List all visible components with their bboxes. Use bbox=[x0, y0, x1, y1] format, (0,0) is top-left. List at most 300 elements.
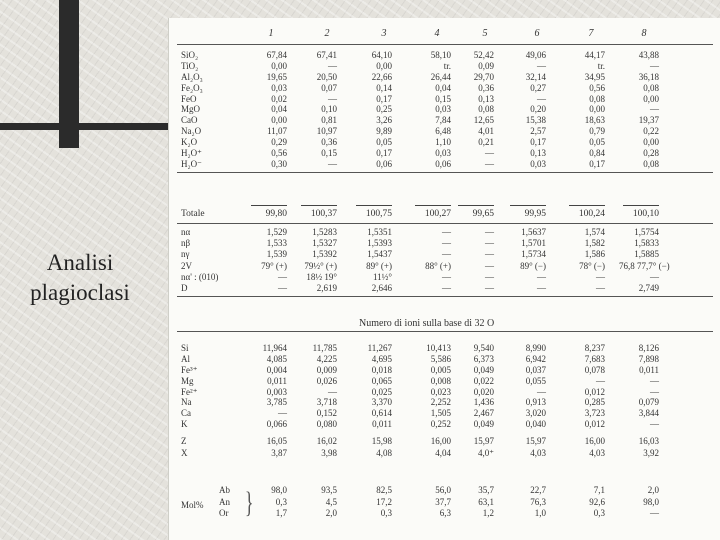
total-underline bbox=[569, 205, 605, 206]
optics-row-label: nγ bbox=[181, 249, 190, 260]
optics-cell: — bbox=[596, 271, 605, 282]
ions-cell: 0,079 bbox=[638, 397, 659, 408]
ions-cell: 8,237 bbox=[584, 343, 605, 353]
sums-row-label: Z bbox=[181, 436, 187, 446]
oxides-row-label: Al₂O₃ bbox=[181, 71, 203, 82]
oxides-cell: 52,42 bbox=[473, 50, 494, 60]
mol-cell: 22,7 bbox=[530, 485, 546, 495]
oxides-rule bbox=[177, 172, 713, 173]
optics-cell: — bbox=[485, 271, 494, 282]
ions-cell: 1,436 bbox=[473, 397, 494, 408]
sums-row-label: X bbox=[181, 447, 188, 458]
mol-cell: 0,3 bbox=[380, 508, 392, 518]
total-cell: 99,65 bbox=[472, 209, 494, 219]
mol-cell: 1,7 bbox=[275, 508, 287, 518]
sums-row bbox=[169, 448, 720, 460]
total-underline bbox=[458, 205, 494, 206]
ions-cell: — bbox=[537, 386, 546, 397]
oxides-cell: 0,15 bbox=[321, 148, 337, 159]
mol-cell: 4,5 bbox=[325, 496, 337, 507]
oxides-cell: 0,17 bbox=[376, 148, 392, 159]
ions-cell: 0,005 bbox=[430, 364, 451, 375]
mol-cell: 93,5 bbox=[321, 485, 337, 495]
sums-cell: 15,97 bbox=[473, 436, 494, 446]
ions-row-label: Na bbox=[181, 397, 192, 408]
oxides-row-label: MgO bbox=[181, 104, 201, 115]
optics-cell: — bbox=[442, 238, 451, 249]
oxides-row-label: K₂O bbox=[181, 137, 198, 148]
ions-cell: 0,080 bbox=[316, 419, 337, 430]
ions-cell: 0,009 bbox=[316, 364, 337, 375]
mol-cell: 56,0 bbox=[435, 485, 451, 495]
ions-cell: 0,049 bbox=[473, 364, 494, 375]
sums-cell: 4,08 bbox=[376, 447, 392, 458]
mol-cell: 2,0 bbox=[325, 508, 337, 518]
optics-cell: 1,5392 bbox=[312, 249, 337, 260]
oxides-row-label: CaO bbox=[181, 115, 198, 126]
ions-cell: 0,055 bbox=[525, 375, 546, 386]
oxides-cell: — bbox=[328, 158, 337, 169]
total-cell: 100,24 bbox=[578, 209, 605, 219]
optics-cell: — bbox=[278, 282, 287, 293]
ions-row bbox=[169, 354, 720, 365]
optics-cell: — bbox=[537, 271, 546, 282]
oxides-cell: 12,65 bbox=[473, 115, 494, 126]
oxides-cell: 0,17 bbox=[530, 137, 546, 148]
ions-cell: 0,012 bbox=[584, 386, 605, 397]
optics-cell: 79° (+) bbox=[261, 260, 287, 271]
oxides-cell: 0,08 bbox=[643, 158, 659, 169]
sums-cell: 16,00 bbox=[430, 436, 451, 446]
optics-cell: — bbox=[442, 282, 451, 293]
oxides-cell: 1,10 bbox=[435, 137, 451, 148]
oxides-cell: 0,22 bbox=[643, 126, 659, 137]
oxides-cell: 29,70 bbox=[473, 71, 494, 82]
oxides-row bbox=[169, 50, 720, 61]
optics-cell: — bbox=[485, 238, 494, 249]
oxides-cell: 7,84 bbox=[435, 115, 451, 126]
ions-row-label: Fe²⁺ bbox=[181, 386, 198, 397]
ions-cell: 4,695 bbox=[371, 353, 392, 364]
optics-cell: 1,539 bbox=[266, 249, 287, 260]
mol-row bbox=[169, 497, 720, 509]
column-header-1: 1 bbox=[268, 28, 274, 39]
oxides-cell: 0,05 bbox=[376, 137, 392, 148]
optics-cell: — bbox=[485, 260, 494, 271]
oxides-cell: — bbox=[328, 60, 337, 71]
ions-title: Numero di ioni sulla base di 32 O bbox=[359, 318, 495, 329]
ions-cell: 0,285 bbox=[584, 397, 605, 408]
optics-cell: 18½ 19° bbox=[306, 271, 337, 282]
total-cell: 100,37 bbox=[310, 209, 337, 219]
slide-title bbox=[6, 248, 154, 308]
ions-cell: 0,022 bbox=[473, 375, 494, 386]
ions-cell: 0,023 bbox=[430, 386, 451, 397]
ions-cell: 0,026 bbox=[316, 375, 337, 386]
ions-row bbox=[169, 387, 720, 398]
optics-row bbox=[169, 261, 720, 272]
oxides-cell: 0,36 bbox=[321, 137, 337, 148]
oxides-cell: 0,81 bbox=[321, 115, 337, 126]
optics-cell: 2,646 bbox=[371, 282, 392, 293]
ions-cell: — bbox=[650, 375, 659, 386]
oxides-cell: 0,04 bbox=[435, 82, 451, 93]
slide-title-line2: plagioclasi bbox=[30, 280, 130, 305]
oxides-cell: 49,06 bbox=[525, 50, 546, 60]
ions-cell: 7,683 bbox=[584, 353, 605, 364]
oxides-cell: 67,41 bbox=[316, 50, 337, 60]
oxides-cell: 0,03 bbox=[435, 104, 451, 115]
optics-cell: — bbox=[596, 282, 605, 293]
ions-cell: 6,942 bbox=[525, 353, 546, 364]
optics-rule bbox=[177, 296, 713, 297]
ions-cell: — bbox=[650, 419, 659, 430]
oxides-row-label: SiO₂ bbox=[181, 50, 199, 60]
oxides-cell: 0,56 bbox=[271, 148, 287, 159]
optics-cell: 89° (+) bbox=[366, 260, 392, 271]
oxides-cell: 0,84 bbox=[589, 148, 605, 159]
optics-row bbox=[169, 238, 720, 249]
optics-cell: — bbox=[485, 227, 494, 237]
oxides-cell: 0,10 bbox=[321, 104, 337, 115]
oxides-row bbox=[169, 148, 720, 159]
header-rule bbox=[177, 44, 713, 45]
oxides-cell: 0,00 bbox=[589, 104, 605, 115]
oxides-cell: 0,25 bbox=[376, 104, 392, 115]
optics-cell: 1,586 bbox=[584, 249, 605, 260]
optics-cell: 11½° bbox=[372, 271, 392, 282]
oxides-cell: 0,08 bbox=[589, 93, 605, 104]
oxides-cell: 36,18 bbox=[638, 71, 659, 82]
ions-cell: 3,785 bbox=[266, 397, 287, 408]
mol-row bbox=[169, 485, 720, 497]
oxides-cell: 0,36 bbox=[478, 82, 494, 93]
optics-cell: 1,5351 bbox=[367, 227, 392, 237]
oxides-cell: 0,00 bbox=[643, 137, 659, 148]
ions-cell: 0,040 bbox=[525, 419, 546, 430]
oxides-cell: 0,00 bbox=[271, 115, 287, 126]
total-cell: 99,95 bbox=[524, 209, 546, 219]
oxides-row-label: FeO bbox=[181, 93, 197, 104]
total-underline bbox=[356, 205, 392, 206]
optics-cell: 1,5701 bbox=[521, 238, 546, 249]
ions-cell: 3,020 bbox=[525, 408, 546, 419]
ions-cell: 4,085 bbox=[266, 353, 287, 364]
mol-row bbox=[169, 508, 720, 520]
ions-row-label: K bbox=[181, 419, 188, 430]
oxides-row bbox=[169, 159, 720, 170]
oxides-cell: tr. bbox=[443, 60, 451, 71]
ions-cell: 6,373 bbox=[473, 353, 494, 364]
plagioclase-analysis-table bbox=[168, 18, 720, 540]
mol-cell: 92,6 bbox=[589, 496, 605, 507]
sums-cell: 4,04 bbox=[435, 447, 451, 458]
ions-row bbox=[169, 397, 720, 408]
oxides-cell: 20,50 bbox=[316, 71, 337, 82]
column-header-3: 3 bbox=[381, 28, 387, 39]
oxides-cell: — bbox=[328, 93, 337, 104]
oxides-row bbox=[169, 126, 720, 137]
optics-cell: 1,5437 bbox=[367, 249, 392, 260]
oxides-row-label: H₂O⁺ bbox=[181, 148, 202, 159]
mol-cell: 82,5 bbox=[376, 485, 392, 495]
oxides-cell: 67,84 bbox=[266, 50, 287, 60]
ions-cell: — bbox=[278, 408, 287, 419]
mol-cell: 35,7 bbox=[478, 485, 494, 495]
ions-row-label: Ca bbox=[181, 408, 191, 419]
mol-cell: 6,3 bbox=[439, 508, 451, 518]
column-header-4: 4 bbox=[434, 28, 440, 39]
optics-row-label: nα bbox=[181, 227, 191, 237]
optics-block bbox=[169, 227, 720, 294]
oxides-row bbox=[169, 104, 720, 115]
ions-block bbox=[169, 343, 720, 430]
oxides-cell: 0,17 bbox=[376, 93, 392, 104]
oxides-cell: 0,20 bbox=[530, 104, 546, 115]
ions-cell: 0,008 bbox=[430, 375, 451, 386]
oxides-cell: 19,65 bbox=[266, 71, 287, 82]
optics-cell: 1,5327 bbox=[312, 238, 337, 249]
ions-cell: — bbox=[328, 386, 337, 397]
sums-cell: 3,87 bbox=[271, 447, 287, 458]
optics-cell: 1,582 bbox=[584, 238, 605, 249]
mol-cell: 17,2 bbox=[376, 496, 392, 507]
oxides-cell: 0,00 bbox=[643, 93, 659, 104]
oxides-block bbox=[169, 50, 720, 170]
ions-row-label: Mg bbox=[181, 375, 194, 386]
column-header-7: 7 bbox=[588, 28, 594, 39]
oxides-cell: 0,15 bbox=[435, 93, 451, 104]
optics-row bbox=[169, 227, 720, 238]
mol-cell: 0,3 bbox=[593, 508, 605, 518]
oxides-cell: 0,06 bbox=[435, 158, 451, 169]
ions-cell: — bbox=[650, 386, 659, 397]
oxides-cell: 0,04 bbox=[271, 104, 287, 115]
oxides-cell: 0,06 bbox=[376, 158, 392, 169]
oxides-cell: 0,13 bbox=[530, 148, 546, 159]
ions-cell: 0,066 bbox=[266, 419, 287, 430]
oxides-cell: 0,08 bbox=[643, 82, 659, 93]
oxides-cell: 0,03 bbox=[271, 82, 287, 93]
column-headers bbox=[169, 28, 720, 44]
sums-cell: 3,92 bbox=[643, 447, 659, 458]
oxides-cell: 6,48 bbox=[435, 126, 451, 137]
ions-cell: 3,844 bbox=[638, 408, 659, 419]
optics-cell: — bbox=[485, 249, 494, 260]
sums-cell: 3,98 bbox=[321, 447, 337, 458]
sums-row bbox=[169, 436, 720, 448]
optics-row-label: 2V bbox=[181, 260, 192, 271]
ions-cell: 8,126 bbox=[638, 343, 659, 353]
optics-row-label: D bbox=[181, 282, 188, 293]
ions-cell: 0,011 bbox=[639, 364, 659, 375]
ions-cell: 0,913 bbox=[525, 397, 546, 408]
oxides-cell: 43,88 bbox=[638, 50, 659, 60]
mol-cell: 63,1 bbox=[478, 496, 494, 507]
oxides-cell: 26,44 bbox=[430, 71, 451, 82]
total-underline bbox=[510, 205, 546, 206]
oxides-cell: — bbox=[537, 93, 546, 104]
ions-cell: 8,990 bbox=[525, 343, 546, 353]
ions-cell: 7,898 bbox=[638, 353, 659, 364]
oxides-row-label: Fe₂O₃ bbox=[181, 82, 203, 93]
ions-cell: 0,012 bbox=[584, 419, 605, 430]
optics-row-label: nβ bbox=[181, 238, 191, 249]
ions-row-label: Fe³⁺ bbox=[181, 364, 198, 375]
mol-cell: 76,3 bbox=[530, 496, 546, 507]
optics-cell: — bbox=[650, 271, 659, 282]
decorative-horizontal-bar bbox=[0, 123, 170, 130]
oxides-cell: 0,02 bbox=[271, 93, 287, 104]
ions-cell: 0,020 bbox=[473, 386, 494, 397]
optics-row bbox=[169, 272, 720, 283]
ions-cell: 0,065 bbox=[371, 375, 392, 386]
oxides-cell: 0,13 bbox=[478, 93, 494, 104]
ions-cell: 2,467 bbox=[473, 408, 494, 419]
mol-cell: 1,0 bbox=[534, 508, 546, 518]
optics-cell: 79½° (+) bbox=[304, 260, 337, 271]
total-underline bbox=[415, 205, 451, 206]
total-cell: 100,75 bbox=[365, 209, 392, 219]
optics-cell: — bbox=[278, 271, 287, 282]
ions-cell: 0,152 bbox=[316, 408, 337, 419]
total-underline bbox=[251, 205, 287, 206]
oxides-cell: 58,10 bbox=[430, 50, 451, 60]
ions-cell: 3,370 bbox=[371, 397, 392, 408]
sums-block bbox=[169, 436, 720, 459]
oxides-cell: 22,66 bbox=[371, 71, 392, 82]
oxides-cell: 0,30 bbox=[271, 158, 287, 169]
mol-row-label: Ab bbox=[219, 485, 230, 495]
column-header-5: 5 bbox=[482, 28, 488, 39]
optics-cell: 1,5833 bbox=[634, 238, 659, 249]
oxides-cell: 15,38 bbox=[525, 115, 546, 126]
sums-cell: 4,03 bbox=[530, 447, 546, 458]
ions-cell: 0,018 bbox=[371, 364, 392, 375]
ions-cell: 0,037 bbox=[525, 364, 546, 375]
ions-cell: 4,225 bbox=[316, 353, 337, 364]
oxides-row bbox=[169, 115, 720, 126]
optics-cell: 2,619 bbox=[316, 282, 337, 293]
oxides-cell: 0,07 bbox=[321, 82, 337, 93]
mol-cell: 98,0 bbox=[643, 496, 659, 507]
column-header-2: 2 bbox=[324, 28, 330, 39]
ions-cell: 3,718 bbox=[316, 397, 337, 408]
optics-cell: 78° (−) bbox=[579, 260, 605, 271]
optics-row-label: nα' : (010) bbox=[181, 271, 219, 282]
oxides-cell: 19,37 bbox=[638, 115, 659, 126]
ions-cell: 1,505 bbox=[430, 408, 451, 419]
oxides-cell: 0,21 bbox=[478, 137, 494, 148]
optics-cell: — bbox=[485, 282, 494, 293]
oxides-cell: 32,14 bbox=[525, 71, 546, 82]
ions-row-label: Si bbox=[181, 343, 189, 353]
optics-cell: 1,5885 bbox=[634, 249, 659, 260]
sums-cell: 16,00 bbox=[584, 436, 605, 446]
total-rule bbox=[177, 223, 713, 224]
mol-cell: 0,3 bbox=[275, 496, 287, 507]
mol-percent-label: Mol% bbox=[181, 500, 204, 510]
ions-cell: 0,252 bbox=[430, 419, 451, 430]
oxides-cell: 11,07 bbox=[267, 126, 287, 137]
optics-cell: 1,5637 bbox=[521, 227, 546, 237]
oxides-cell: 64,10 bbox=[371, 50, 392, 60]
oxides-cell: — bbox=[537, 60, 546, 71]
oxides-cell: 0,08 bbox=[478, 104, 494, 115]
mol-row-label: Or bbox=[219, 508, 229, 518]
oxides-cell: — bbox=[485, 158, 494, 169]
oxides-row bbox=[169, 137, 720, 148]
ions-cell: — bbox=[596, 375, 605, 386]
ions-cell: 0,078 bbox=[584, 364, 605, 375]
optics-cell: 1,529 bbox=[266, 227, 287, 237]
optics-cell: 89° (−) bbox=[520, 260, 546, 271]
optics-cell: 1,5754 bbox=[634, 227, 659, 237]
optics-row bbox=[169, 283, 720, 294]
ions-row bbox=[169, 419, 720, 430]
ions-row bbox=[169, 365, 720, 376]
optics-cell: 1,5283 bbox=[312, 227, 337, 237]
ions-cell: 0,004 bbox=[266, 364, 287, 375]
mol-cell: 1,2 bbox=[482, 508, 494, 518]
oxides-cell: 0,28 bbox=[643, 148, 659, 159]
ions-cell: 0,011 bbox=[372, 419, 392, 430]
optics-cell: 1,5393 bbox=[367, 238, 392, 249]
oxides-cell: 34,95 bbox=[584, 71, 605, 82]
oxides-row bbox=[169, 61, 720, 72]
optics-cell: 76,8 77,7° (−) bbox=[619, 260, 670, 271]
optics-cell: 1,574 bbox=[584, 227, 605, 237]
sums-cell: 4,0⁺ bbox=[477, 447, 494, 458]
sums-cell: 16,02 bbox=[316, 436, 337, 446]
oxides-row bbox=[169, 94, 720, 105]
ions-cell: 0,003 bbox=[266, 386, 287, 397]
optics-cell: 1,5734 bbox=[521, 249, 546, 260]
optics-cell: — bbox=[442, 227, 451, 237]
optics-row bbox=[169, 249, 720, 260]
ions-cell: 0,614 bbox=[371, 408, 392, 419]
oxides-cell: 0,29 bbox=[271, 137, 287, 148]
oxides-cell: — bbox=[650, 60, 659, 71]
oxides-cell: 0,09 bbox=[478, 60, 494, 71]
oxides-cell: 4,01 bbox=[478, 126, 494, 137]
ions-row-label: Al bbox=[181, 353, 190, 364]
ions-cell: 11,785 bbox=[312, 343, 337, 353]
mol-cell: 2,0 bbox=[647, 485, 659, 495]
oxides-cell: 44,17 bbox=[584, 50, 605, 60]
total-underline bbox=[301, 205, 337, 206]
oxides-cell: 0,56 bbox=[589, 82, 605, 93]
total-underline bbox=[623, 205, 659, 206]
ions-cell: 0,025 bbox=[371, 386, 392, 397]
oxides-cell: — bbox=[650, 104, 659, 115]
oxides-cell: 0,03 bbox=[435, 148, 451, 159]
oxides-cell: 0,14 bbox=[376, 82, 392, 93]
oxides-row bbox=[169, 83, 720, 94]
optics-cell: — bbox=[442, 249, 451, 260]
optics-cell: 88° (+) bbox=[425, 260, 451, 271]
optics-cell: — bbox=[537, 282, 546, 293]
sums-cell: 16,05 bbox=[266, 436, 287, 446]
slide-title-line1: Analisi bbox=[46, 250, 114, 275]
ions-cell: 11,964 bbox=[262, 343, 287, 353]
ions-cell: 10,413 bbox=[426, 343, 451, 353]
oxides-cell: 0,03 bbox=[530, 158, 546, 169]
oxides-cell: 2,57 bbox=[530, 126, 546, 137]
ions-cell: 0,049 bbox=[473, 419, 494, 430]
oxides-row bbox=[169, 72, 720, 83]
oxides-cell: 3,26 bbox=[376, 115, 392, 126]
